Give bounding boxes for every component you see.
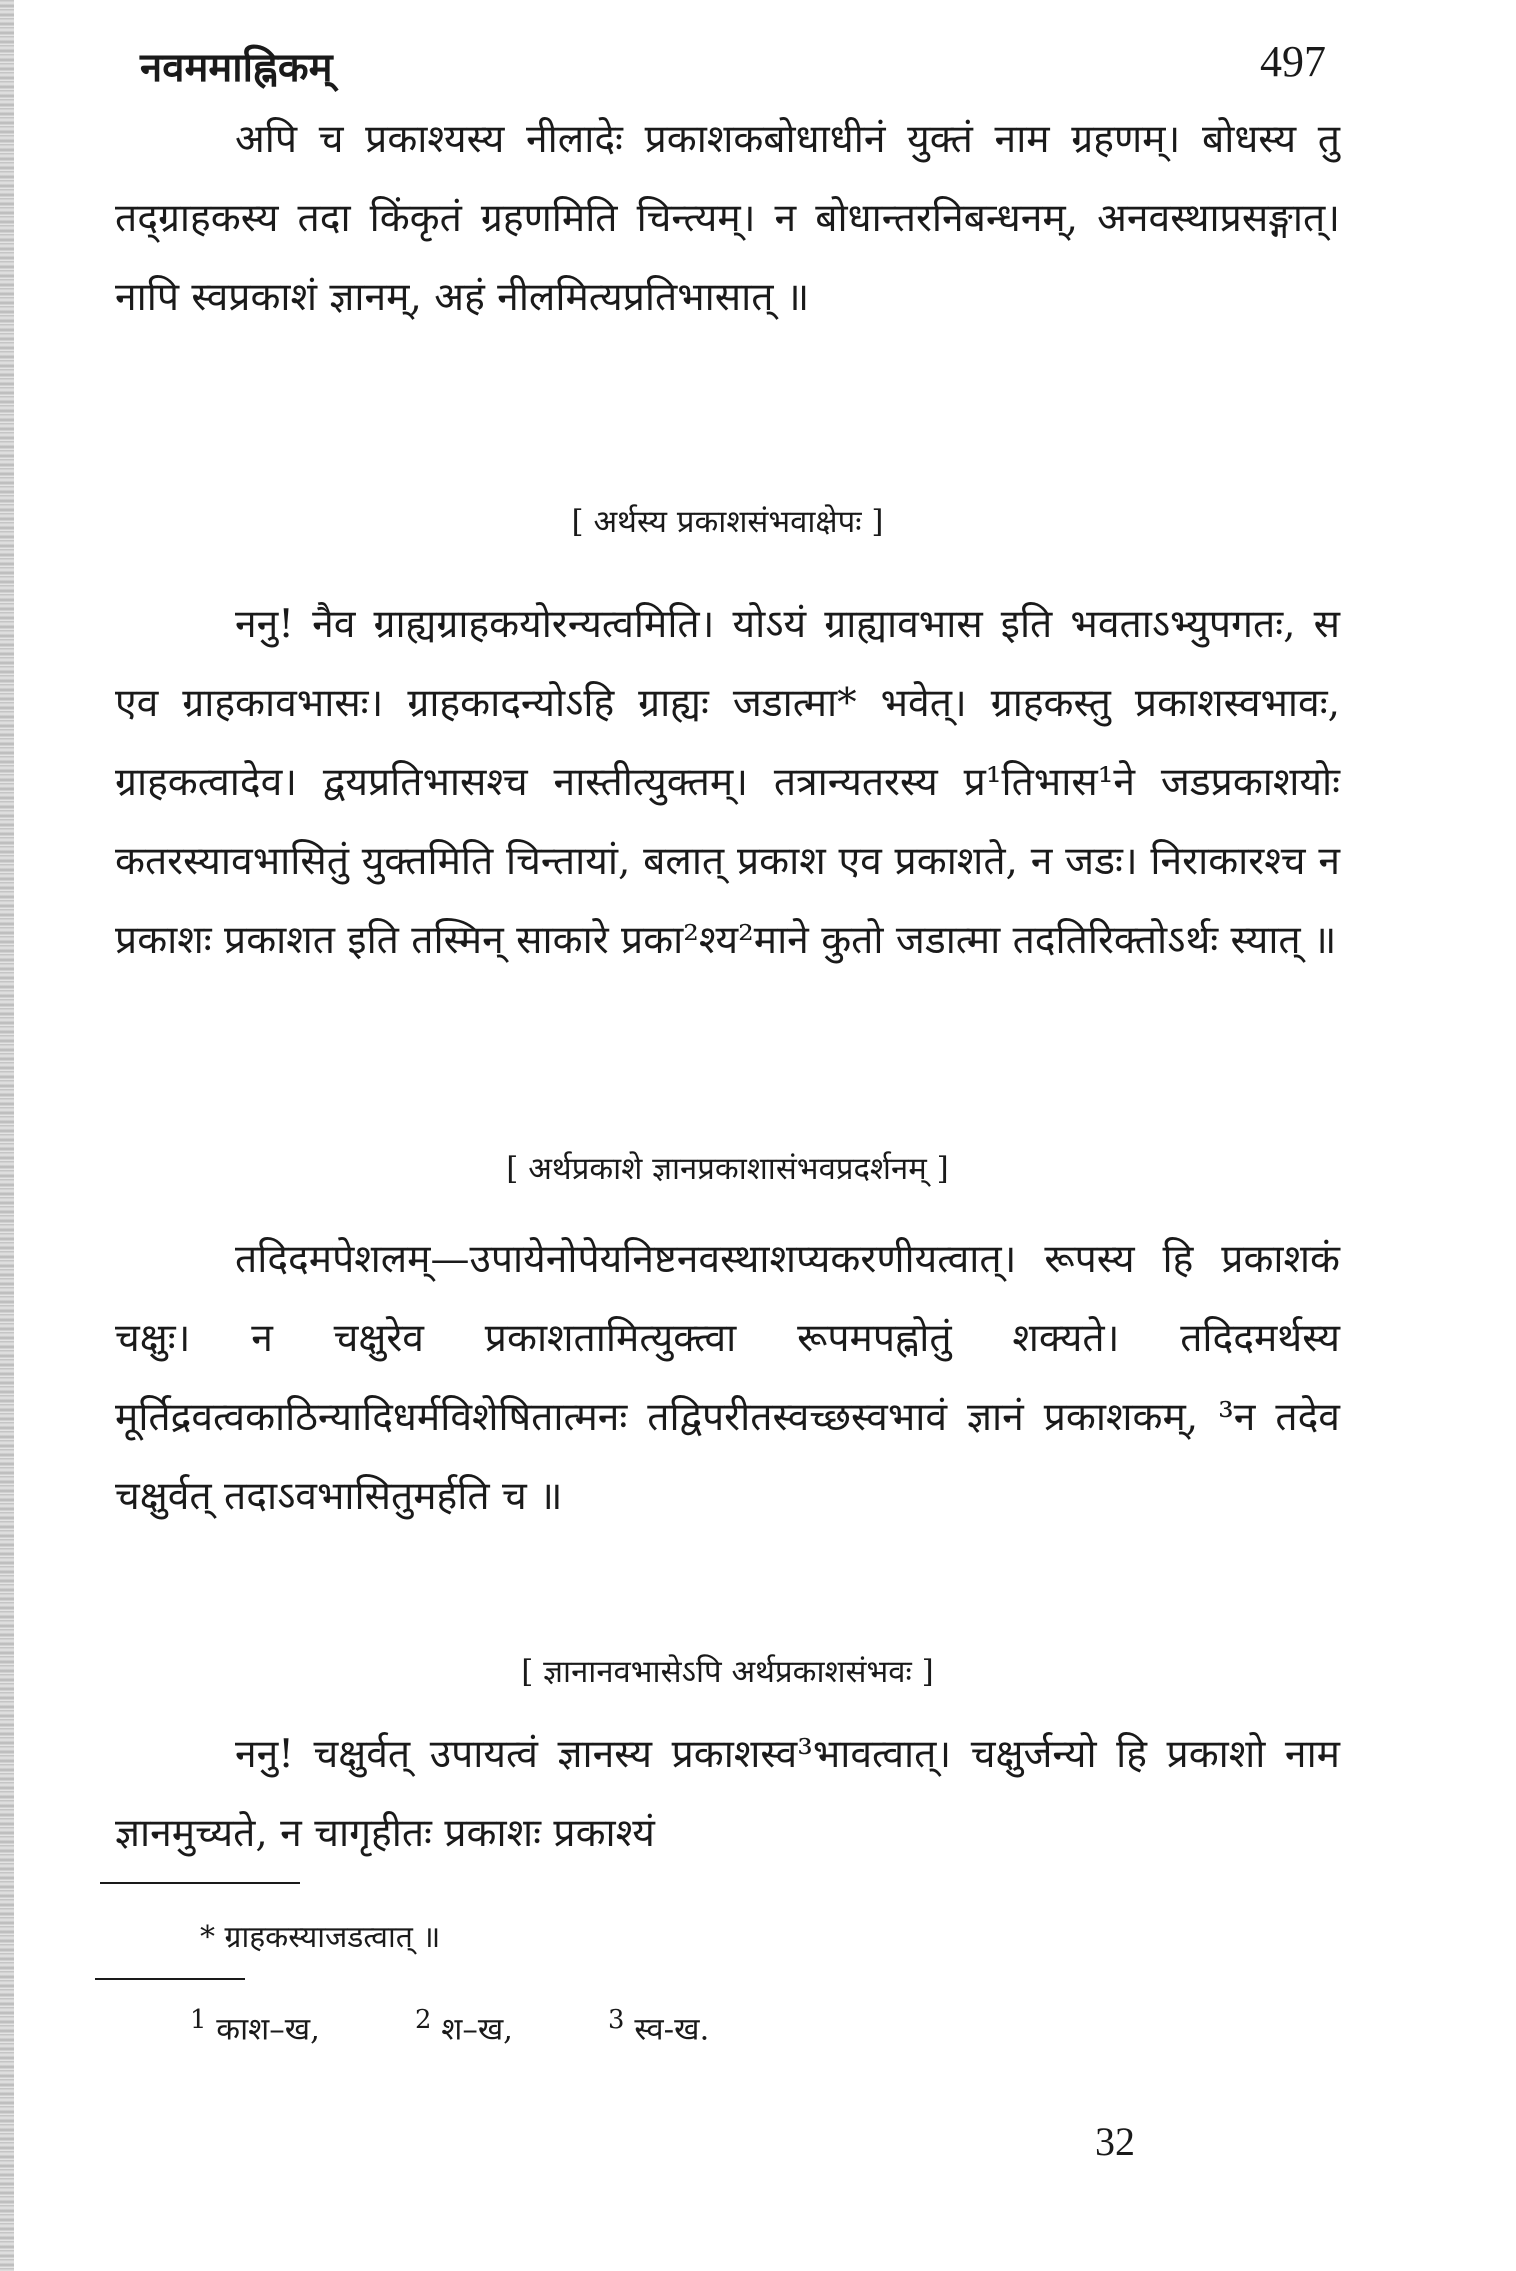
variant-text: श–ख,: [441, 2011, 514, 2048]
variant-text: स्व-ख.: [634, 2011, 710, 2048]
variant-mark: 1: [190, 2005, 207, 2035]
variant-readings: [190, 2005, 1090, 2049]
variant-2: [415, 2005, 513, 2049]
variant-mark: 2: [414, 2005, 432, 2035]
paragraph-1: अपि च प्रकाश्यस्य नीलादेः प्रकाशकबोधाधीनं युक्तं नाम ग्रहणम्। बोधस्य तु तद्ग्राहकस्य तदा किंकृतं ग्रहणमिति चिन्त्यम्। न बोधान्तरनिबन्धनम्, अनवस्थाप्रसङ्गात्। नापि स्वप्रकाशं ज्ञानम्, अहं नीलमित्यप्रतिभासात् ॥: [115, 117, 1340, 320]
variant-mark: 3: [608, 2005, 625, 2035]
paragraph-4: ननु! चक्षुर्वत् उपायत्वं ज्ञानस्य प्रकाशस्व³भावत्वात्। चक्षुर्जन्यो हि प्रकाशो नाम ज्ञानमुच्यते, न चागृहीतः प्रकाशः प्रकाश्यं: [115, 1732, 1340, 1856]
section-heading-1: [ अर्थस्य प्रकाशसंभवाक्षेपः ]: [571, 504, 884, 540]
variant-text: काश–ख,: [216, 2011, 320, 2048]
variants-rule: [95, 1978, 245, 1980]
binding-shadow: [0, 0, 14, 2271]
footnote-rule: [100, 1882, 300, 1884]
footnote: * ग्राहकस्याजडत्वात् ॥: [200, 1920, 441, 1955]
paragraph-3: तदिदमपेशलम्—उपायेनोपेयनिष्टनवस्थाशप्यकरणीयत्वात्। रूपस्य हि प्रकाशकं चक्षुः। न चक्षुरेव प्रकाशतामित्युक्त्वा रूपमपह्नोतुं शक्यते। तदिदमर्थस्य मूर्तिद्रवत्वकाठिन्यादिधर्मविशेषितात्मनः तद्विपरीतस्वच्छस्वभावं ज्ञानं प्रकाशकम्, ³न तदेव चक्षुर्वत् तदाऽवभासितुमर्हति च ॥: [115, 1237, 1340, 1519]
paragraph-2: ननु! नैव ग्राह्यग्राहकयोरन्यत्वमिति। योऽयं ग्राह्यावभास इति भवताऽभ्युपगतः, स एव ग्राहकावभासः। ग्राहकादन्योऽहि ग्राह्यः जडात्मा* भवेत्। ग्राहकस्तु प्रकाशस्वभावः, ग्राहकत्वादेव। द्वयप्रतिभासश्च नास्तीत्युक्तम्। तत्रान्यतरस्य प्र¹तिभास¹ने जडप्रकाशयोः कतरस्यावभासितुं युक्तमिति चिन्तायां, बलात् प्रकाश एव प्रकाशते, न जडः। निराकारश्च न प्रकाशः प्रकाशत इति तस्मिन् साकारे प्रका²श्य²माने कुतो जडात्मा तदतिरिक्तोऽर्थः स्यात् ॥: [115, 602, 1340, 963]
section-heading-3: [ ज्ञानानवभासेऽपि अर्थप्रकाशसंभवः ]: [521, 1654, 934, 1690]
variant-3: [608, 2005, 709, 2049]
variant-1: [190, 2005, 320, 2049]
section-heading-2: [ अर्थप्रकाशे ज्ञानप्रकाशासंभवप्रदर्शनम् ]: [506, 1151, 949, 1187]
running-header-title: नवममाह्निकम्: [140, 44, 333, 91]
signature-mark: 32: [1095, 2119, 1135, 2164]
page-number-top: 497: [1260, 37, 1326, 86]
